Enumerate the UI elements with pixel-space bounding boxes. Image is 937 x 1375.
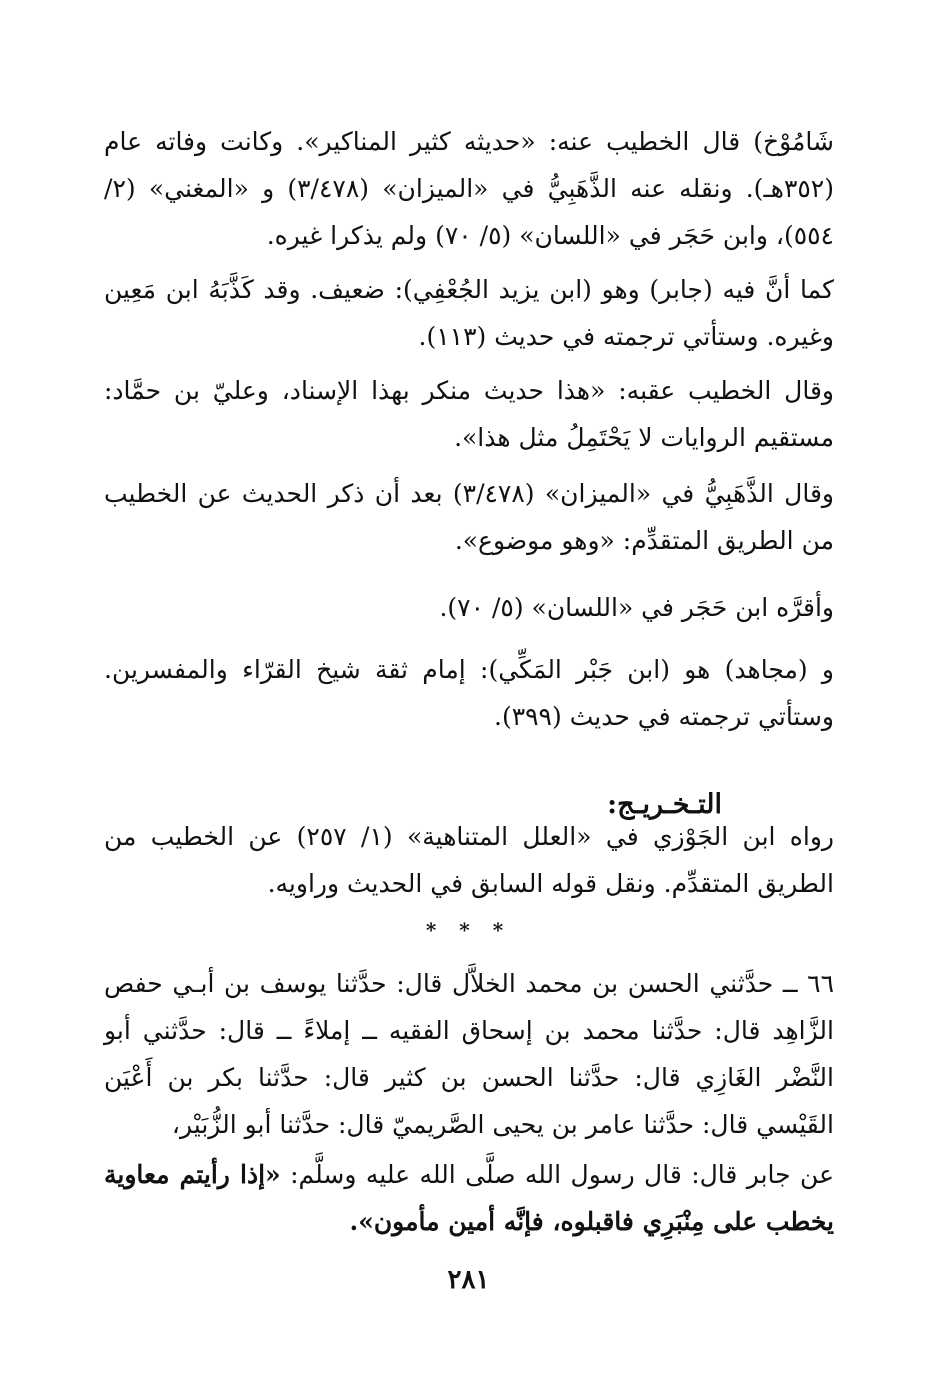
paragraph-mujahid-note: و (مجاهد) هو (ابن جَبْر المَكِّي): إمام ثقة شيخ القرّاء والمفسرين. وستأتي ترجمته في حديث (٣٩٩).: [104, 655, 834, 731]
paragraph-dhahabi-comment: وقال الذَّهَبِيُّ في «الميزان» (٣/٤٧٨) بعد أن ذكر الحديث عن الخطيب من الطريق المتقدِّم: «وهو موضوع».: [104, 479, 834, 555]
paragraph-hadith-chain: ٦٦ ــ حدَّثني الحسن بن محمد الخلاَّل قال: حدَّثنا يوسف بن أبـي حفص الزَّاهِد قال: حدَّثنا محمد بن إسحاق الفقيه ــ إملاءً ــ قال: حدَّثني أبو النَّضْر الغَازِي قال: حدَّثنا الحسن بن كثير قال: حدَّثنا بكر بن أَعْيَن القَيْسي قال: حدَّثنا عامر بن يحيى الصَّريميّ قال: حدَّثنا أبو الزُّبَيْر،: [104, 969, 834, 1139]
paragraph-hadith-text: [104, 1151, 834, 1245]
paragraph-ibn-hajar-note: وأقرَّه ابن حَجَر في «اللسان» (٥/ ٧٠).: [439, 593, 834, 622]
paragraph-narrator-note: شَامُوْخ) قال الخطيب عنه: «حديثه كثير المناكير». وكانت وفاته عام (٣٥٢هـ). ونقله عنه الذَّهَبِيُّ في «الميزان» (٣/٤٧٨) و «المغني» (٢/ ٥٥٤)، وابن حَجَر في «اللسان» (٥/ ٧٠) ولم يذكرا غيره.: [104, 127, 835, 250]
hadith-quote: «إذا رأيتم معاوية يخطب على مِنْبَرِي فاقبلوه، فإنَّه أمين مأمون».: [104, 1160, 834, 1236]
paragraph-khatib-comment: وقال الخطيب عقبه: «هذا حديث منكر بهذا الإسناد، وعليّ بن حمَّاد: مستقيم الروايات لا يَحْتَمِلُ مثل هذا».: [104, 376, 834, 452]
section-heading: التـخـريـج:: [607, 789, 722, 820]
paragraph-jabir-note: كما أنَّ فيه (جابر) وهو (ابن يزيد الجُعْفِي): ضعيف. وقد كَذَّبَهُ ابن مَعِين وغيره. وستأتي ترجمته في حديث (١١٣).: [104, 275, 834, 351]
page-number: ٢٨١: [447, 1265, 490, 1295]
section-separator: * * *: [425, 918, 512, 942]
hadith-intro: عن جابر قال: قال رسول الله صلَّى الله عليه وسلَّم:: [280, 1160, 834, 1189]
paragraph-takhrij: رواه ابن الجَوْزي في «العلل المتناهية» (١/ ٢٥٧) عن الخطيب من الطريق المتقدِّم. ونقل قوله السابق في الحديث وراويه.: [104, 822, 834, 898]
